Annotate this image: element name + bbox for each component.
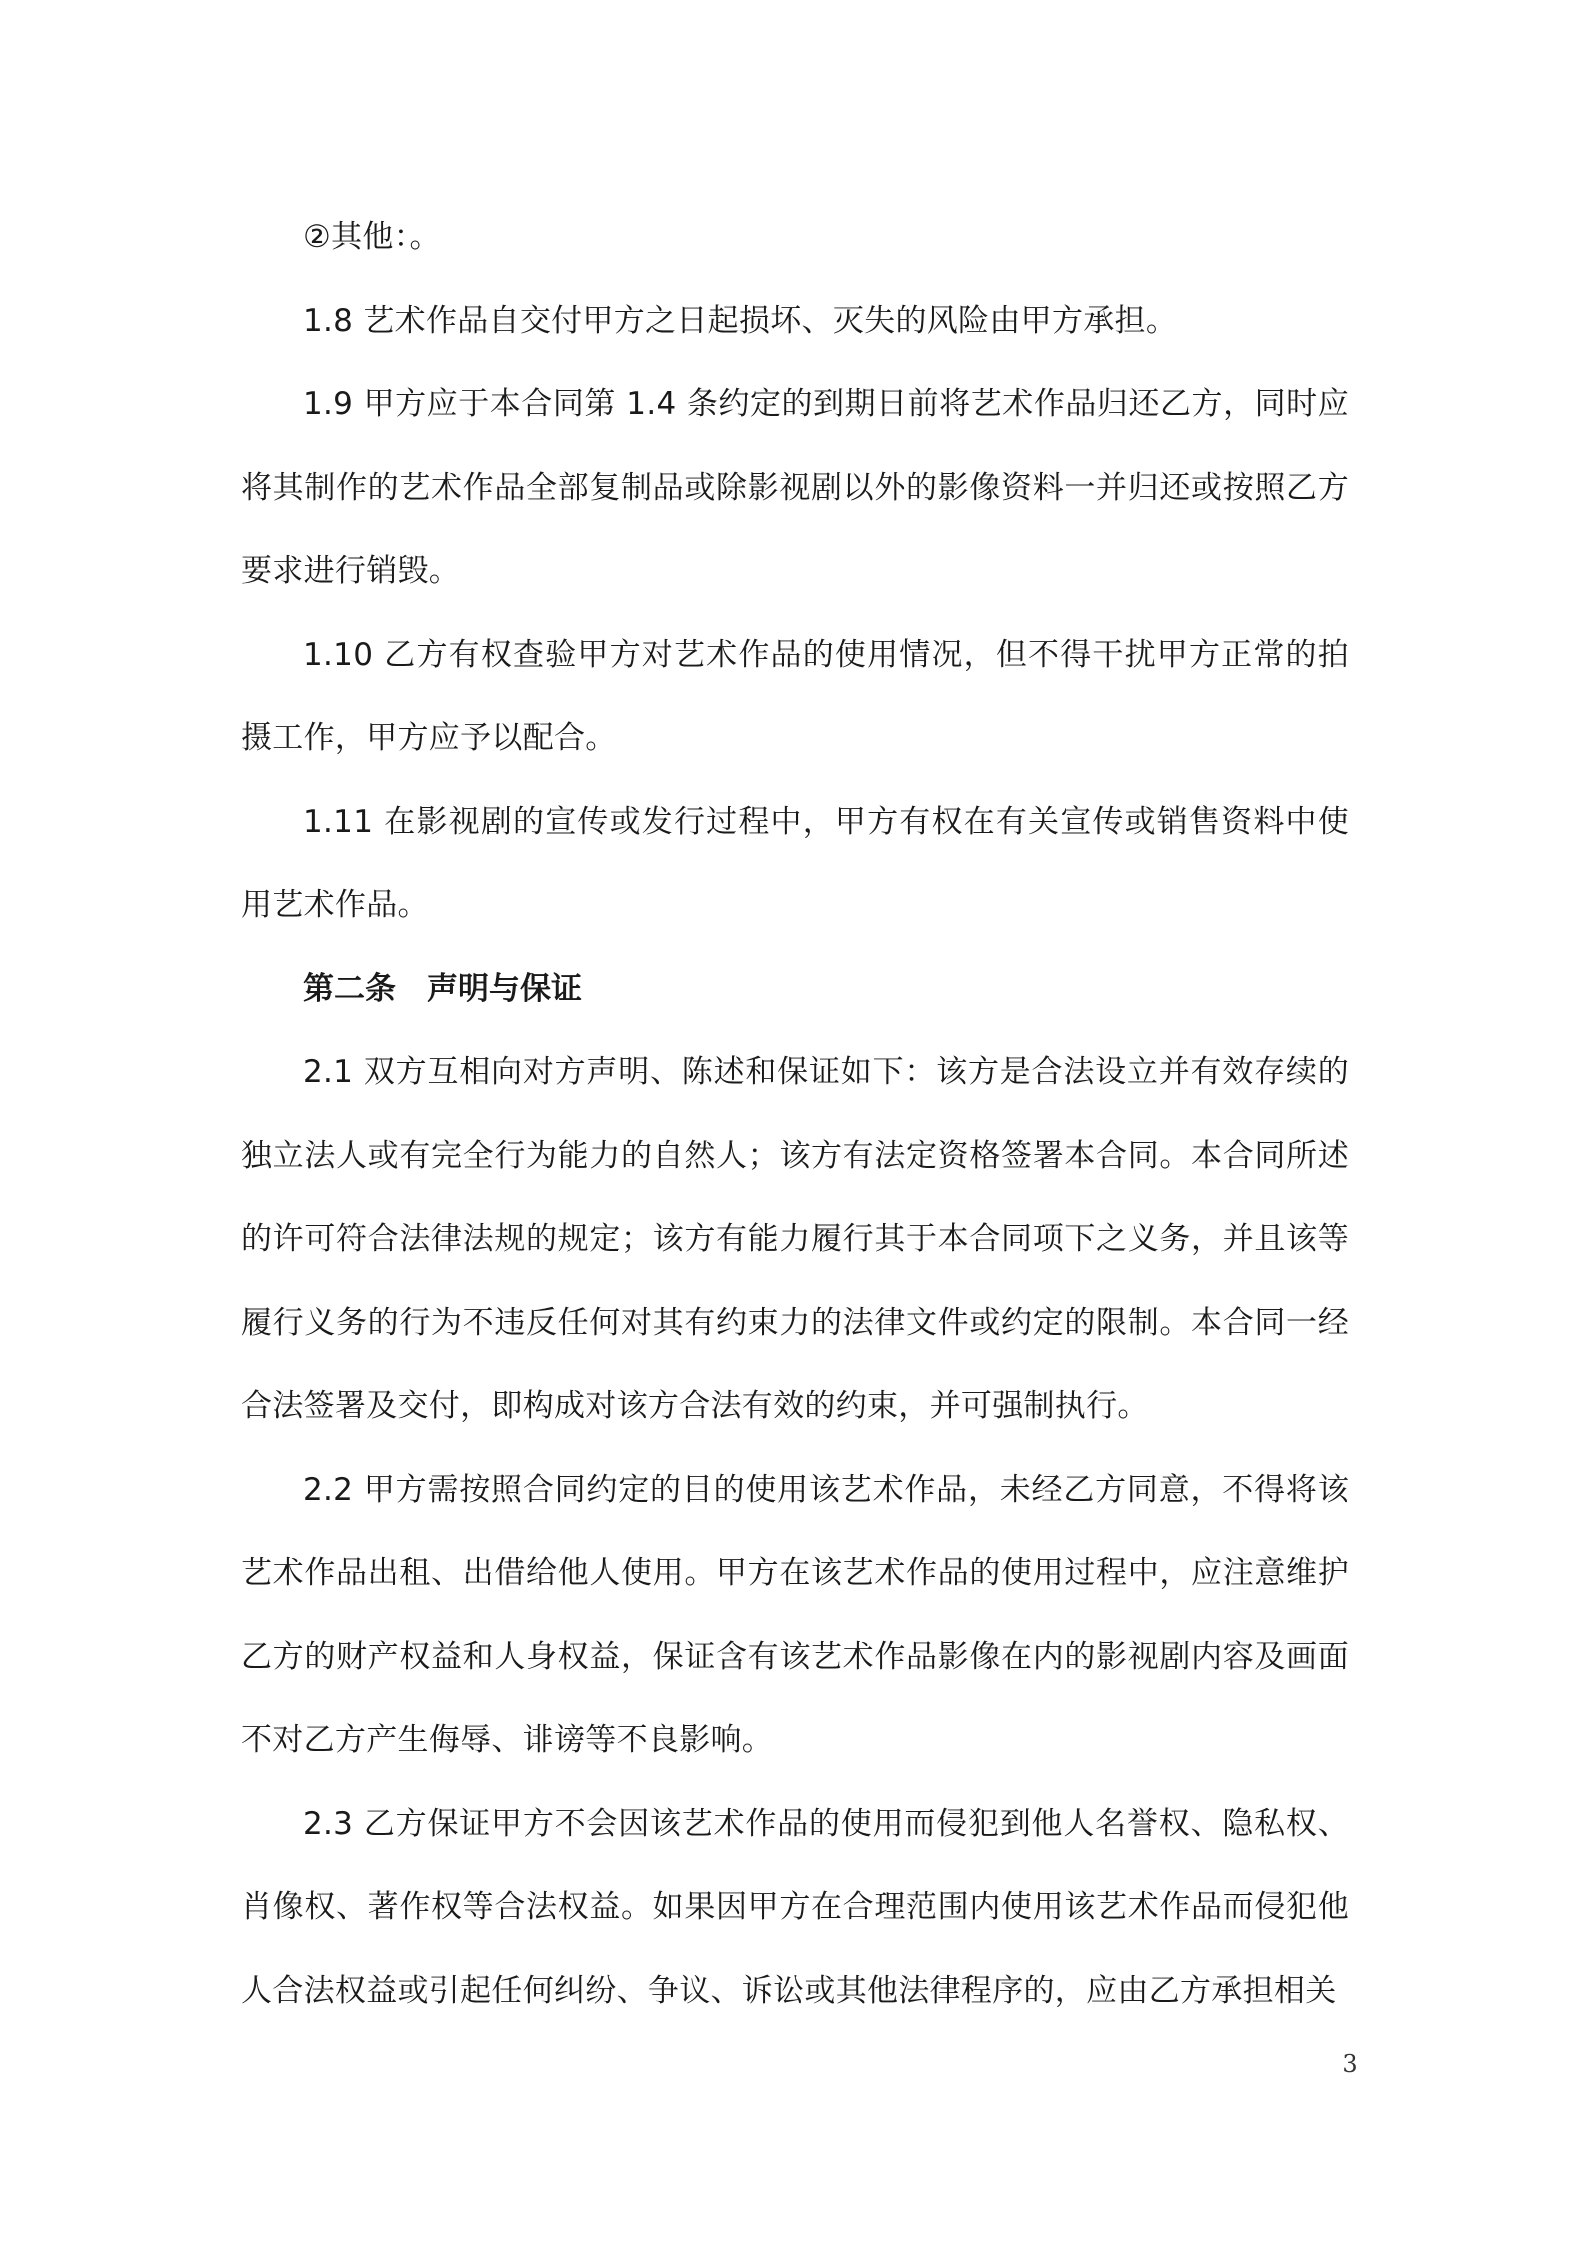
paragraph-clause-1-11: 1.11 在影视剧的宣传或发行过程中，甲方有权在有关宣传或销售资料中使用艺术作品。 (241, 803, 1349, 923)
paragraph-other-item: ②其他：。 (303, 219, 441, 255)
paragraph-clause-1-8: 1.8 艺术作品自交付甲方之日起损坏、灭失的风险由甲方承担。 (303, 302, 1178, 339)
paragraph-clause-1-10: 1.10 乙方有权查验甲方对艺术作品的使用情况，但不得干扰甲方正常的拍摄工作，甲方应予以配合。 (241, 636, 1349, 756)
paragraph-clause-2-3: 2.3 乙方保证甲方不会因该艺术作品的使用而侵犯到他人名誉权、隐私权、肖像权、著作权等合法权益。如果因甲方在合理范围内使用该艺术作品而侵犯他人合法权益或引起任何纠纷、争议、诉讼或其他法律程序的，应由乙方承担相关 (241, 1805, 1349, 2009)
article-two-heading: 第二条 声明与保证 (303, 970, 582, 1007)
page-number: 3 (1342, 2050, 1358, 2078)
paragraph-clause-1-9: 1.9 甲方应于本合同第 1.4 条约定的到期日前将艺术作品归还乙方，同时应将其制作的艺术作品全部复制品或除影视剧以外的影像资料一并归还或按照乙方要求进行销毁。 (241, 386, 1349, 589)
paragraph-clause-2-1: 2.1 双方互相向对方声明、陈述和保证如下：该方是合法设立并有效存续的独立法人或有完全行为能力的自然人；该方有法定资格签署本合同。本合同所述的许可符合法律法规的规定；该方有能力履行其于本合同项下之义务，并且该等履行义务的行为不违反任何对其有约束力的法律文件或约定的限制。本合同一经合法签署及交付，即构成对该方合法有效的约束，并可强制执行。 (241, 1054, 1349, 1424)
paragraph-clause-2-2: 2.2 甲方需按照合同约定的目的使用该艺术作品，未经乙方同意，不得将该艺术作品出租、出借给他人使用。甲方在该艺术作品的使用过程中，应注意维护乙方的财产权益和人身权益，保证含有该艺术作品影像在内的影视剧内容及画面不对乙方产生侮辱、诽谤等不良影响。 (241, 1471, 1349, 1758)
document-body (241, 196, 1349, 2033)
